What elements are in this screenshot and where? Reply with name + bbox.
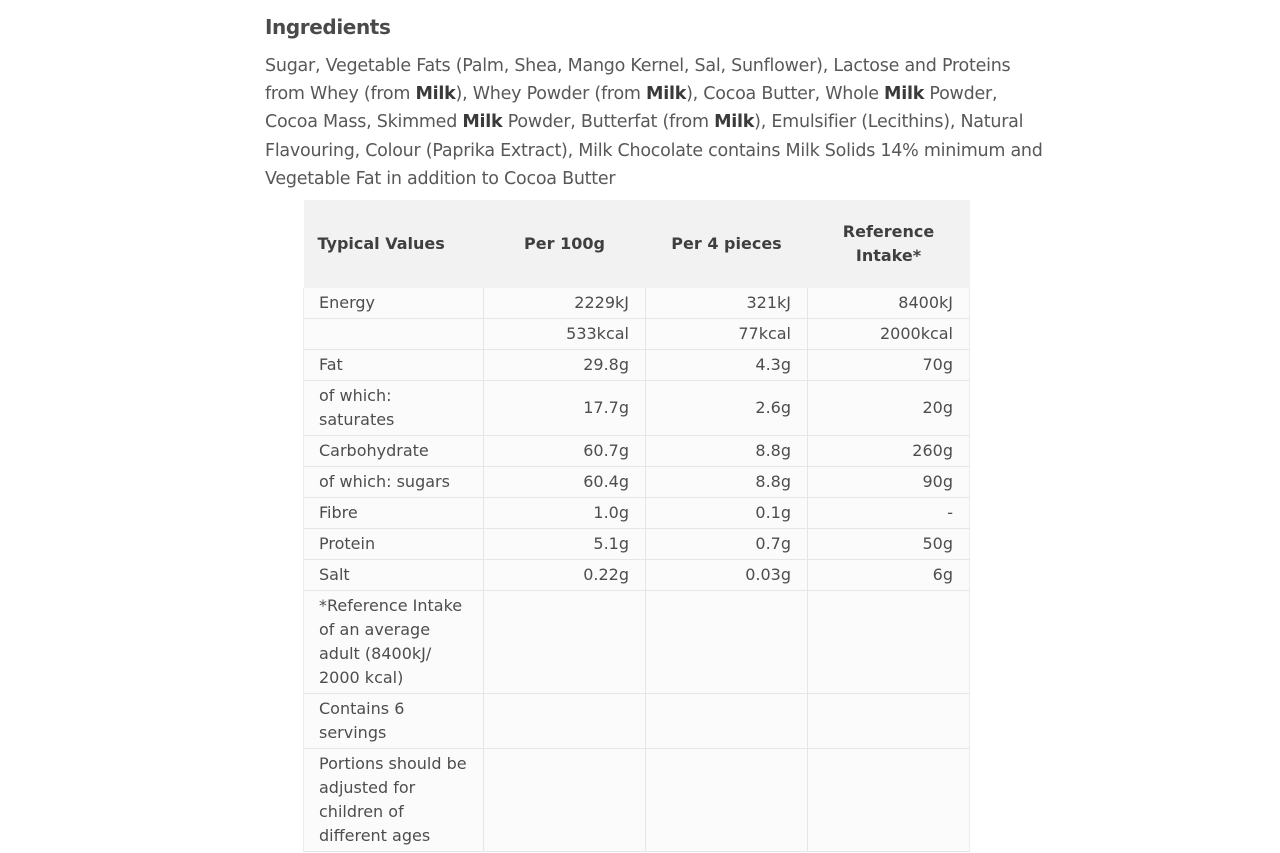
value-per-4-pieces-cell bbox=[646, 591, 808, 694]
nutrient-name-cell: Carbohydrate bbox=[304, 436, 484, 467]
value-reference-intake-cell: - bbox=[808, 498, 970, 529]
table-row bbox=[304, 749, 970, 852]
value-per-4-pieces-cell: 0.03g bbox=[646, 560, 808, 591]
column-header-per-4-pieces: Per 4 pieces bbox=[671, 234, 782, 253]
value-per-100g-cell: 60.7g bbox=[484, 436, 646, 467]
value-reference-intake-cell: 20g bbox=[808, 381, 970, 436]
value-reference-intake-cell bbox=[808, 694, 970, 749]
table-row bbox=[304, 498, 970, 529]
nutrient-name-cell: Salt bbox=[304, 560, 484, 591]
value-per-100g-cell: 17.7g bbox=[484, 381, 646, 436]
nutrition-table-header bbox=[304, 200, 970, 288]
value-per-100g-cell bbox=[484, 694, 646, 749]
allergen-text: Milk bbox=[462, 112, 503, 133]
value-per-4-pieces-cell: 8.8g bbox=[646, 436, 808, 467]
value-reference-intake-cell bbox=[808, 749, 970, 852]
table-row bbox=[304, 381, 970, 436]
ingredients-section bbox=[265, 12, 1045, 193]
value-per-4-pieces-cell bbox=[646, 749, 808, 852]
value-reference-intake-cell: 2000kcal bbox=[808, 319, 970, 350]
ingredients-text-segment: Powder, Butterfat (from bbox=[502, 112, 715, 133]
allergen-text: Milk bbox=[646, 84, 687, 105]
header-row bbox=[304, 200, 970, 288]
value-per-4-pieces-cell: 4.3g bbox=[646, 350, 808, 381]
nutrient-name-cell: Portions should be adjusted for children of different ages bbox=[304, 749, 484, 852]
allergen-text: Milk bbox=[714, 112, 755, 133]
ingredients-text-segment: ), Whey Powder (from bbox=[455, 84, 647, 105]
table-row bbox=[304, 288, 970, 319]
table-row bbox=[304, 319, 970, 350]
value-reference-intake-cell: 6g bbox=[808, 560, 970, 591]
table-row bbox=[304, 467, 970, 498]
value-per-4-pieces-cell: 0.1g bbox=[646, 498, 808, 529]
nutrient-name-cell: Fat bbox=[304, 350, 484, 381]
nutrient-name-cell bbox=[304, 319, 484, 350]
ingredients-text-segment: Sugar, Vegetable Fats (Palm, Shea, Mango Kernel, Sal, Sunflower), Lactose and Proteins from Whey (from bbox=[265, 56, 1011, 105]
allergen-text: Milk bbox=[415, 84, 456, 105]
allergen-text: Milk bbox=[884, 84, 925, 105]
table-row bbox=[304, 350, 970, 381]
ingredients-text-segment: ), Cocoa Butter, Whole bbox=[686, 84, 885, 105]
value-per-100g-cell: 2229kJ bbox=[484, 288, 646, 319]
value-per-100g-cell bbox=[484, 591, 646, 694]
nutrition-table-body bbox=[304, 288, 970, 852]
column-header-per-100g: Per 100g bbox=[524, 234, 605, 253]
ingredients-list bbox=[265, 52, 1045, 193]
ingredients-heading: Ingredients bbox=[265, 15, 391, 39]
nutrient-name-cell: Contains 6 servings bbox=[304, 694, 484, 749]
table-row bbox=[304, 560, 970, 591]
value-per-100g-cell bbox=[484, 749, 646, 852]
value-per-4-pieces-cell: 2.6g bbox=[646, 381, 808, 436]
value-reference-intake-cell: 260g bbox=[808, 436, 970, 467]
nutrient-name-cell: of which: saturates bbox=[304, 381, 484, 436]
ingredients-text-segment: ), Emulsifier (Lecithins), Natural Flavouring, Colour (Paprika Extract), Milk Chocolate contains Milk Solids 14% minimum and Vegetable Fat in addition to Cocoa Butter bbox=[265, 112, 1043, 189]
nutrition-table bbox=[303, 200, 970, 852]
value-reference-intake-cell bbox=[808, 591, 970, 694]
value-per-4-pieces-cell: 321kJ bbox=[646, 288, 808, 319]
value-reference-intake-cell: 8400kJ bbox=[808, 288, 970, 319]
table-row bbox=[304, 436, 970, 467]
column-header-reference-intake: Reference Intake* bbox=[842, 222, 935, 265]
table-row bbox=[304, 694, 970, 749]
table-row bbox=[304, 591, 970, 694]
nutrient-name-cell: Protein bbox=[304, 529, 484, 560]
value-per-100g-cell: 29.8g bbox=[484, 350, 646, 381]
value-per-100g-cell: 5.1g bbox=[484, 529, 646, 560]
value-reference-intake-cell: 90g bbox=[808, 467, 970, 498]
ingredients-text-segment: Powder, Cocoa Mass, Skimmed bbox=[265, 84, 998, 133]
value-per-100g-cell: 533kcal bbox=[484, 319, 646, 350]
column-header-typical-values: Typical Values bbox=[317, 234, 445, 253]
value-per-100g-cell: 60.4g bbox=[484, 467, 646, 498]
value-per-4-pieces-cell: 8.8g bbox=[646, 467, 808, 498]
value-per-4-pieces-cell bbox=[646, 694, 808, 749]
value-per-100g-cell: 1.0g bbox=[484, 498, 646, 529]
value-per-4-pieces-cell: 0.7g bbox=[646, 529, 808, 560]
table-row bbox=[304, 529, 970, 560]
value-reference-intake-cell: 50g bbox=[808, 529, 970, 560]
nutrient-name-cell: of which: sugars bbox=[304, 467, 484, 498]
value-per-100g-cell: 0.22g bbox=[484, 560, 646, 591]
value-reference-intake-cell: 70g bbox=[808, 350, 970, 381]
nutrient-name-cell: Energy bbox=[304, 288, 484, 319]
nutrient-name-cell: Fibre bbox=[304, 498, 484, 529]
nutrient-name-cell: *Reference Intake of an average adult (8400kJ/ 2000 kcal) bbox=[304, 591, 484, 694]
value-per-4-pieces-cell: 77kcal bbox=[646, 319, 808, 350]
